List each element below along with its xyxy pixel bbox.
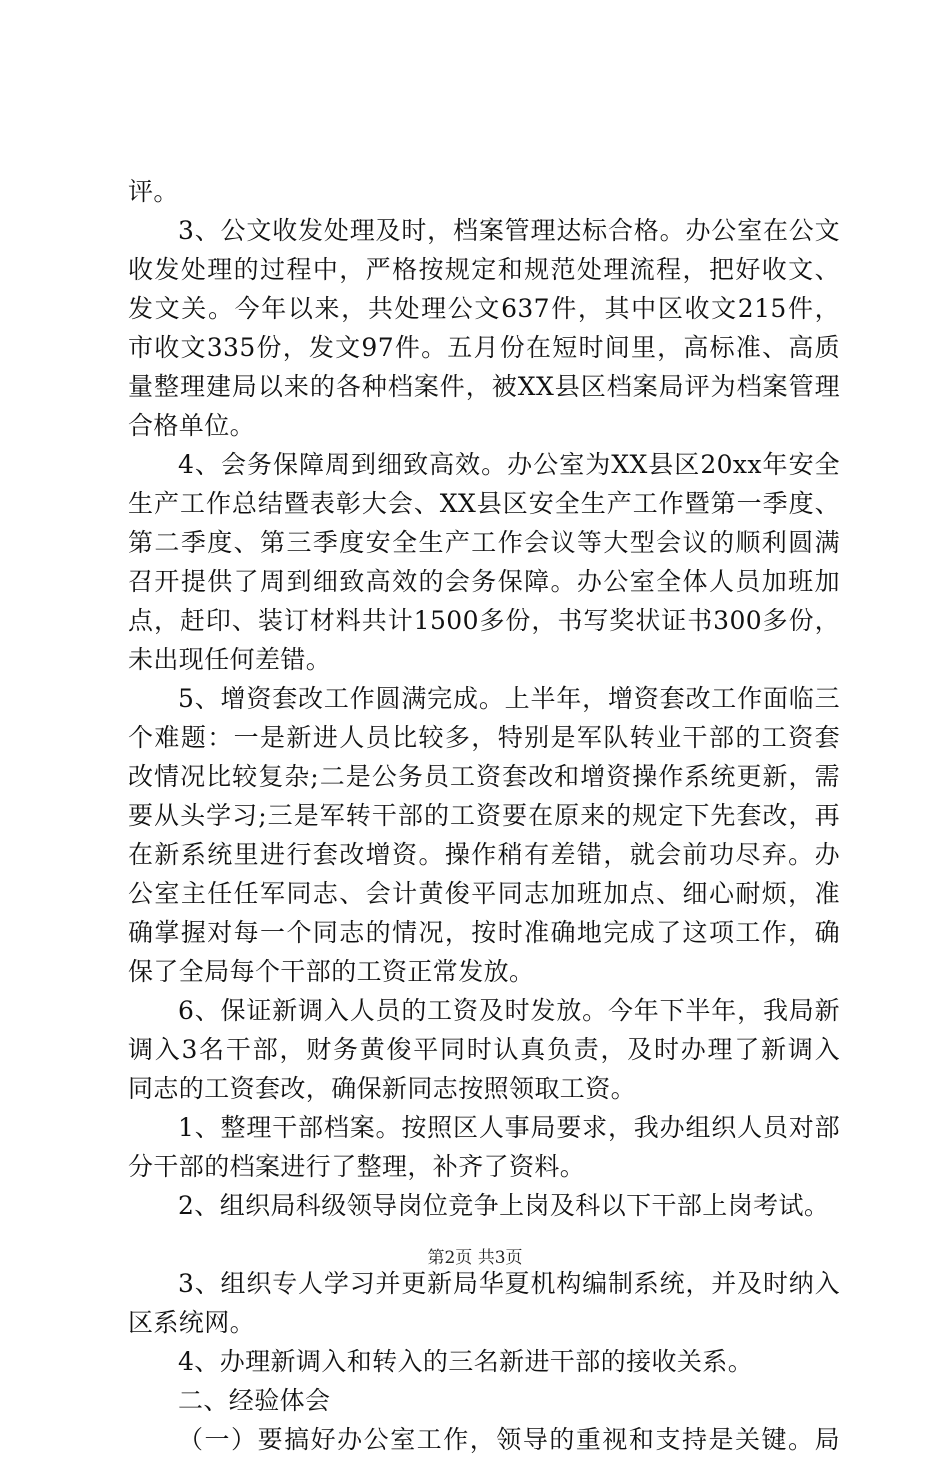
text-line: 点，赶印、装订材料共计1500多份，书写奖状证书300多份， <box>128 606 840 635</box>
text-line: 4、会务保障周到细致高效。办公室为XX县区20xx年安全 <box>178 450 840 479</box>
text-line: 同志的工资套改，确保新同志按照领取工资。 <box>128 1074 637 1103</box>
text-line: 评。 <box>128 177 179 206</box>
text-line: 调入3名干部，财务黄俊平同时认真负责，及时办理了新调入 <box>128 1035 840 1064</box>
section-heading: 二、经验体会 <box>178 1386 331 1415</box>
text-line: 公室主任任军同志、会计黄俊平同志加班加点、细心耐烦，准 <box>128 879 840 908</box>
text-line: 市收文335份，发文97件。五月份在短时间里，高标准、高质 <box>128 333 840 362</box>
text-line: 合格单位。 <box>128 411 256 440</box>
page-number-footer: 第2页 共3页 <box>427 1248 523 1268</box>
text-line: 3、组织专人学习并更新局华夏机构编制系统，并及时纳入 <box>178 1269 840 1298</box>
text-line: 1、整理干部档案。按照区人事局要求，我办组织人员对部 <box>178 1113 840 1142</box>
text-line: 生产工作总结暨表彰大会、XX县区安全生产工作暨第一季度、 <box>128 489 840 518</box>
text-line: 分干部的档案进行了整理，补齐了资料。 <box>128 1152 586 1181</box>
text-line: 3、公文收发处理及时，档案管理达标合格。办公室在公文 <box>178 216 840 245</box>
text-line: 要从头学习;三是军转干部的工资要在原来的规定下先套改，再 <box>128 801 840 830</box>
text-line: 改情况比较复杂;二是公务员工资套改和增资操作系统更新，需 <box>128 762 840 791</box>
text-line: 区系统网。 <box>128 1308 256 1337</box>
text-line: 确掌握对每一个同志的情况，按时准确地完成了这项工作，确 <box>128 918 840 947</box>
text-line: （一）要搞好办公室工作，领导的重视和支持是关键。局 <box>178 1425 840 1454</box>
text-line: 个难题：一是新进人员比较多，特别是军队转业干部的工资套 <box>128 723 840 752</box>
text-line: 保了全局每个干部的工资正常发放。 <box>128 957 535 986</box>
text-line: 召开提供了周到细致高效的会务保障。办公室全体人员加班加 <box>128 567 840 596</box>
text-line: 5、增资套改工作圆满完成。上半年，增资套改工作面临三 <box>178 684 840 713</box>
text-line: 收发处理的过程中，严格按规定和规范处理流程，把好收文、 <box>128 255 840 284</box>
text-line: 在新系统里进行套改增资。操作稍有差错，就会前功尽弃。办 <box>128 840 840 869</box>
text-line: 量整理建局以来的各种档案件，被XX县区档案局评为档案管理 <box>128 372 840 401</box>
text-line: 4、办理新调入和转入的三名新进干部的接收关系。 <box>178 1347 754 1376</box>
text-line: 发文关。今年以来，共处理公文637件，其中区收文215件， <box>128 294 840 323</box>
text-line: 第二季度、第三季度安全生产工作会议等大型会议的顺利圆满 <box>128 528 840 557</box>
text-line: 6、保证新调入人员的工资及时发放。今年下半年，我局新 <box>178 996 840 1025</box>
text-line: 未出现任何差错。 <box>128 645 332 674</box>
text-line: 2、组织局科级领导岗位竞争上岗及科以下干部上岗考试。 <box>178 1191 830 1220</box>
